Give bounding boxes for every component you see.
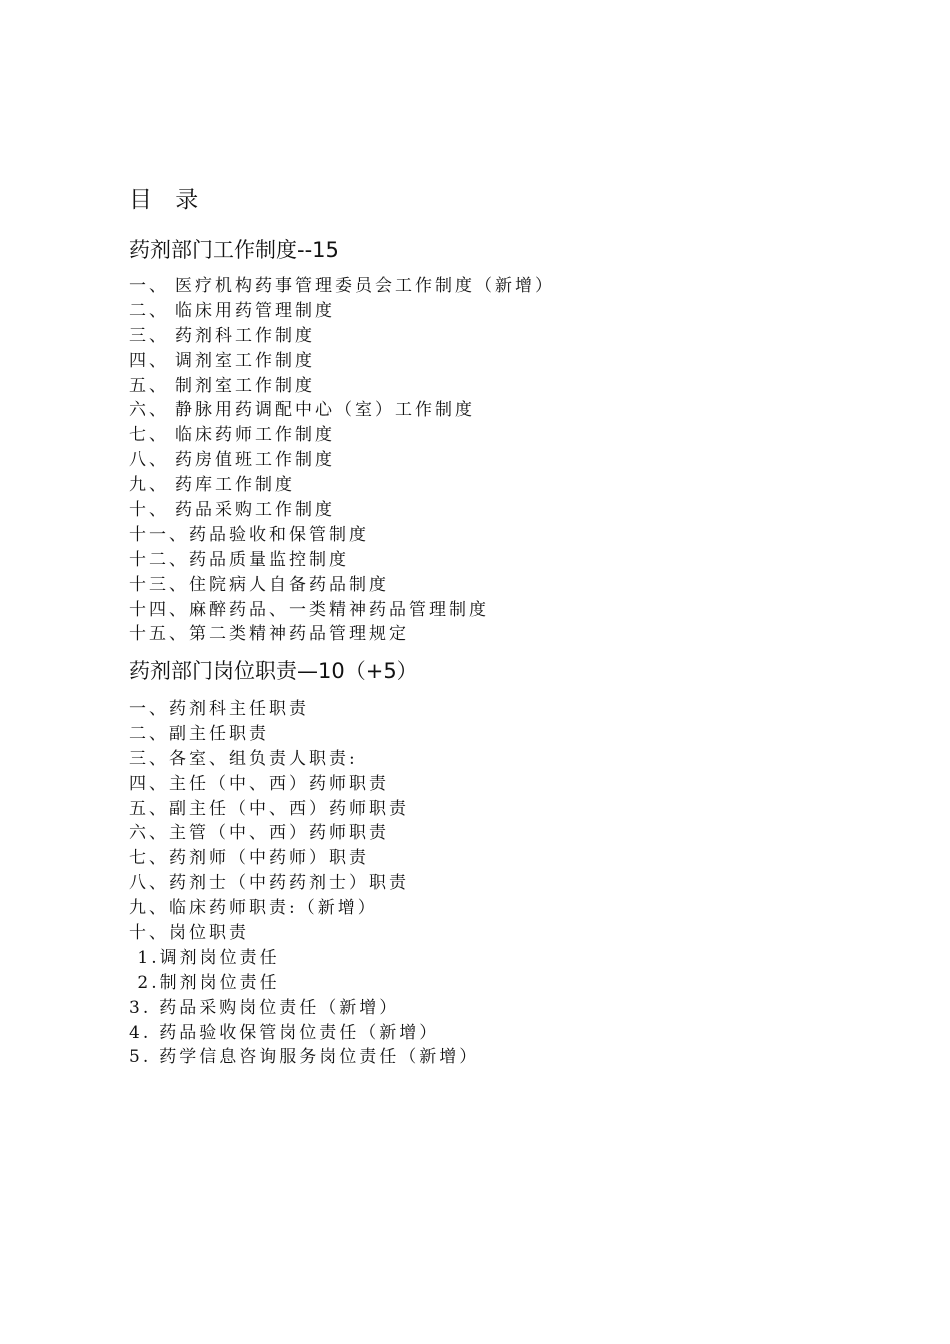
- toc-item-number: 2.: [129, 972, 160, 993]
- toc-item-text: 药品验收和保管制度: [189, 524, 369, 545]
- toc-item-number: 八、: [129, 450, 169, 471]
- toc-item-number: 十二、: [129, 549, 189, 570]
- toc-item-number: 一、: [129, 276, 169, 296]
- toc-item-number: 六、: [129, 823, 169, 844]
- toc-item-number: 九、: [129, 898, 169, 919]
- toc-item: [129, 324, 555, 349]
- toc-item-number: 4.: [129, 1022, 152, 1043]
- toc-item: [129, 573, 555, 598]
- toc-item: [129, 846, 479, 871]
- toc-item: [129, 349, 555, 374]
- toc-item-number: 五、: [129, 798, 169, 819]
- toc-item: [129, 598, 555, 623]
- toc-item-number: 十三、: [129, 574, 189, 595]
- toc-item: [129, 921, 479, 946]
- toc-item-number: 六、: [129, 400, 169, 421]
- toc-item: [129, 747, 479, 772]
- toc-item: [129, 423, 555, 448]
- toc-item-number: 十四、: [129, 599, 189, 620]
- toc-item-text: 住院病人自备药品制度: [189, 574, 389, 595]
- toc-subitem: [129, 996, 479, 1021]
- toc-item: [129, 274, 555, 299]
- toc-item: [129, 772, 479, 797]
- toc-item-text: 静脉用药调配中心（室）工作制度: [175, 400, 475, 421]
- toc-item-text: 副主任（中、西）药师职责: [169, 798, 409, 819]
- toc-item-text: 药学信息咨询服务岗位责任（新增）: [159, 1047, 480, 1068]
- toc-item-number: 3.: [129, 997, 152, 1018]
- section-heading-job-duties: 药剂部门岗位职责—10（+5）: [129, 659, 418, 683]
- toc-item: [129, 821, 479, 846]
- toc-item-number: 七、: [129, 425, 169, 446]
- toc-item: [129, 896, 479, 921]
- toc-item: [129, 523, 555, 548]
- toc-item-text: 药品采购岗位责任（新增）: [159, 997, 400, 1018]
- toc-item-text: 医疗机构药事管理委员会工作制度（新增）: [175, 276, 555, 296]
- toc-item-text: 临床用药管理制度: [175, 300, 335, 321]
- toc-title: 目 录: [129, 187, 207, 213]
- toc-item-text: 药剂师（中药师）职责: [169, 848, 369, 869]
- toc-item-text: 麻醉药品、一类精神药品管理制度: [189, 599, 489, 620]
- toc-item: [129, 498, 555, 523]
- toc-item-number: 五、: [129, 375, 169, 396]
- toc-item-number: 1.: [129, 947, 160, 968]
- toc-item: [129, 797, 479, 822]
- toc-item: [129, 722, 479, 747]
- toc-item-text: 副主任职责: [169, 723, 269, 744]
- toc-item-text: 临床药师工作制度: [175, 425, 335, 446]
- section-heading-work-rules: 药剂部门工作制度--15: [129, 238, 339, 262]
- toc-item-number: 十、: [129, 923, 169, 944]
- toc-item: [129, 299, 555, 324]
- toc-list-work-rules: [129, 274, 555, 647]
- toc-item-text: 调剂室工作制度: [175, 350, 315, 371]
- toc-item-text: 药房值班工作制度: [175, 450, 335, 471]
- toc-item-number: 七、: [129, 848, 169, 869]
- toc-item: [129, 697, 479, 722]
- toc-item: [129, 448, 555, 473]
- toc-item-text: 药品采购工作制度: [175, 500, 335, 521]
- toc-item-number: 十五、: [129, 624, 189, 645]
- toc-item-text: 主管（中、西）药师职责: [169, 823, 389, 844]
- toc-item: [129, 622, 555, 647]
- toc-item-text: 药品验收保管岗位责任（新增）: [159, 1022, 440, 1043]
- toc-item-number: 三、: [129, 325, 169, 346]
- toc-item-text: 药剂科主任职责: [169, 699, 309, 719]
- toc-item-number: 四、: [129, 773, 169, 794]
- toc-item-text: 制剂室工作制度: [175, 375, 315, 396]
- toc-item-text: 药品质量监控制度: [189, 549, 349, 570]
- toc-item-number: 二、: [129, 300, 169, 321]
- toc-item-text: 药剂科工作制度: [175, 325, 315, 346]
- toc-item-text: 第二类精神药品管理规定: [189, 624, 409, 645]
- toc-item: [129, 871, 479, 896]
- toc-item-text: 岗位职责: [169, 923, 249, 944]
- toc-item-text: 制剂岗位责任: [159, 972, 280, 993]
- toc-item: [129, 374, 555, 399]
- toc-subitem: [129, 971, 479, 996]
- toc-item-number: 二、: [129, 723, 169, 744]
- toc-item-number: 十一、: [129, 524, 189, 545]
- toc-item: [129, 548, 555, 573]
- toc-item-number: 三、: [129, 748, 169, 769]
- toc-item-number: 5.: [129, 1047, 152, 1068]
- toc-item-number: 九、: [129, 475, 169, 496]
- toc-subitem: [129, 1045, 479, 1070]
- toc-item-text: 调剂岗位责任: [159, 947, 280, 968]
- toc-item-text: 药剂士（中药药剂士）职责: [169, 873, 409, 894]
- toc-list-job-duties: [129, 697, 479, 1070]
- toc-item-number: 八、: [129, 873, 169, 894]
- toc-item-text: 药库工作制度: [175, 475, 295, 496]
- toc-item-text: 主任（中、西）药师职责: [169, 773, 389, 794]
- toc-subitem: [129, 946, 479, 971]
- toc-item: [129, 398, 555, 423]
- toc-item-number: 一、: [129, 699, 169, 719]
- toc-subitem: [129, 1021, 479, 1046]
- toc-item-number: 十、: [129, 500, 169, 521]
- toc-item-number: 四、: [129, 350, 169, 371]
- toc-item: [129, 473, 555, 498]
- toc-item-text: 临床药师职责:（新增）: [169, 898, 378, 919]
- toc-item-text: 各室、组负责人职责:: [169, 748, 358, 769]
